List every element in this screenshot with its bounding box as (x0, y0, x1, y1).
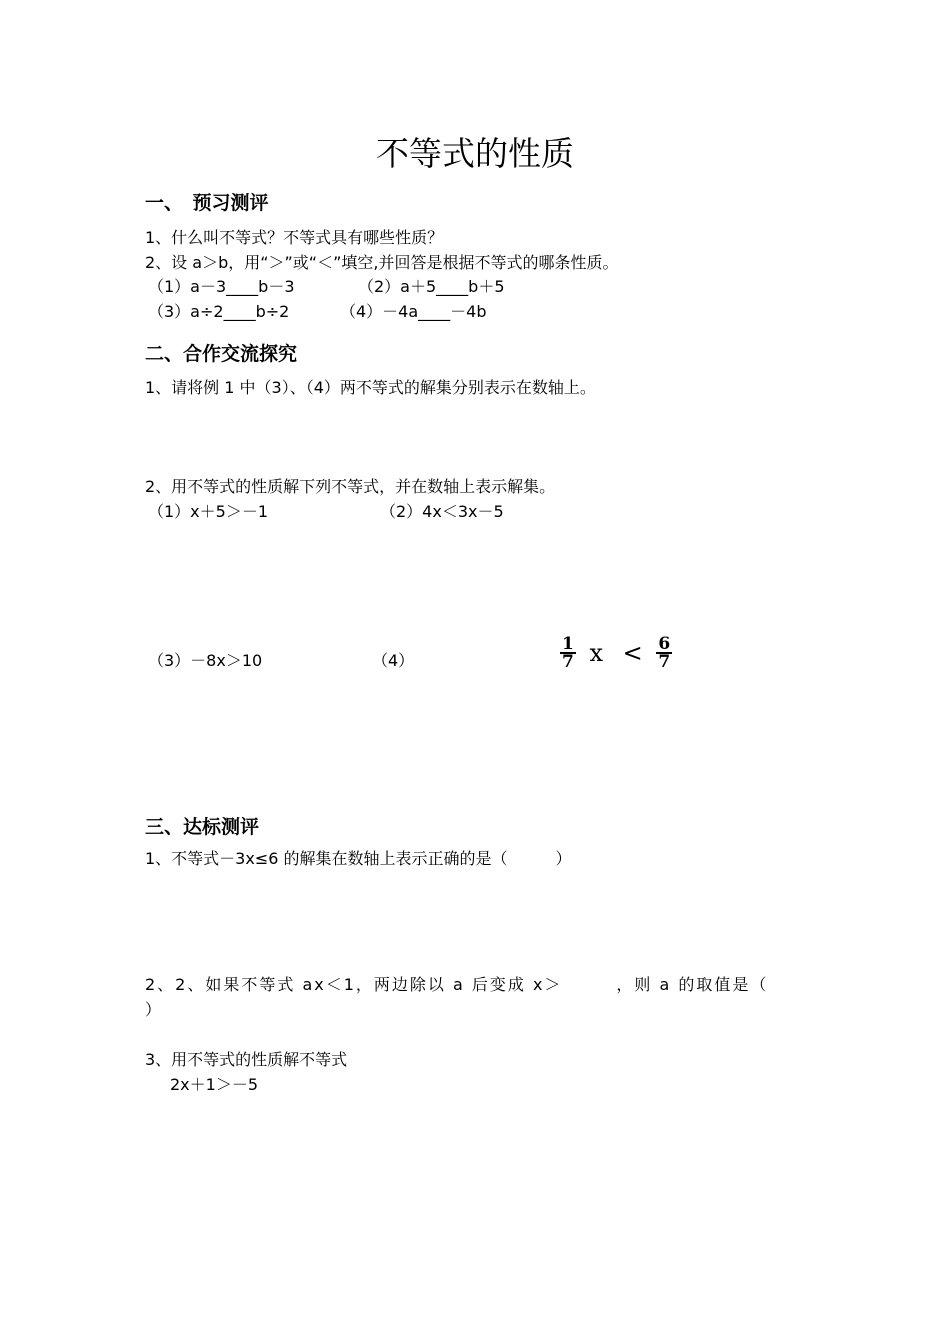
section-3-heading: 三、达标测评 (145, 816, 260, 838)
section-1-question-1: 1、什么叫不等式？不等式具有哪些性质？ (145, 228, 444, 247)
section-1-question-2: 2、设 a＞b，用“＞”或“＜”填空,并回答是根据不等式的哪条性质。 (145, 253, 619, 272)
fraction-inequality-formula (560, 636, 672, 670)
section-2-question-1: 1、请将例 1 中（3）、（4）两不等式的解集分别表示在数轴上。 (145, 378, 596, 397)
section-2-question-2: 2、用不等式的性质解下列不等式，并在数轴上表示解集。 (145, 477, 556, 496)
section-1-item-3: （3）a÷2____b÷2 (148, 302, 290, 321)
section-3-question-3: 3、用不等式的性质解不等式 (145, 1050, 348, 1069)
section-1-item-2: （2）a＋5____b＋5 (358, 277, 505, 296)
fraction-six-sevenths: $\frac{6}{7}$ (658, 634, 671, 672)
page-title: 不等式的性质 (376, 134, 574, 173)
section-3-question-1: 1、不等式－3x≤6 的解集在数轴上表示正确的是（ ） (145, 849, 572, 868)
variable-x: x (589, 639, 604, 667)
section-1-item-4: （4）－4a____－4b (340, 302, 487, 321)
section-3-question-3-expression: 2x＋1＞－5 (170, 1075, 259, 1094)
section-1-heading: 一、 预习测评 (145, 192, 269, 214)
section-2-item-1: （1）x＋5＞－1 (148, 502, 269, 521)
section-2-item-3: （3）－8x＞10 (148, 651, 263, 670)
section-3-question-2-line-1: 2、2、如果不等式 ax＜1，两边除以 a 后变成 x＞ ，则 a 的取值是（ (145, 975, 769, 994)
section-2-item-4: （4） (372, 651, 415, 670)
section-2-item-2: （2）4x＜3x－5 (380, 502, 504, 521)
less-than-sign: < (622, 639, 643, 667)
section-1-item-1: （1）a－3____b－3 (148, 277, 295, 296)
section-2-heading: 二、合作交流探究 (145, 343, 298, 365)
fraction-one-seventh: $\frac{1}{7}$ (562, 634, 574, 672)
section-3-question-2-line-2: ） (145, 1000, 162, 1019)
